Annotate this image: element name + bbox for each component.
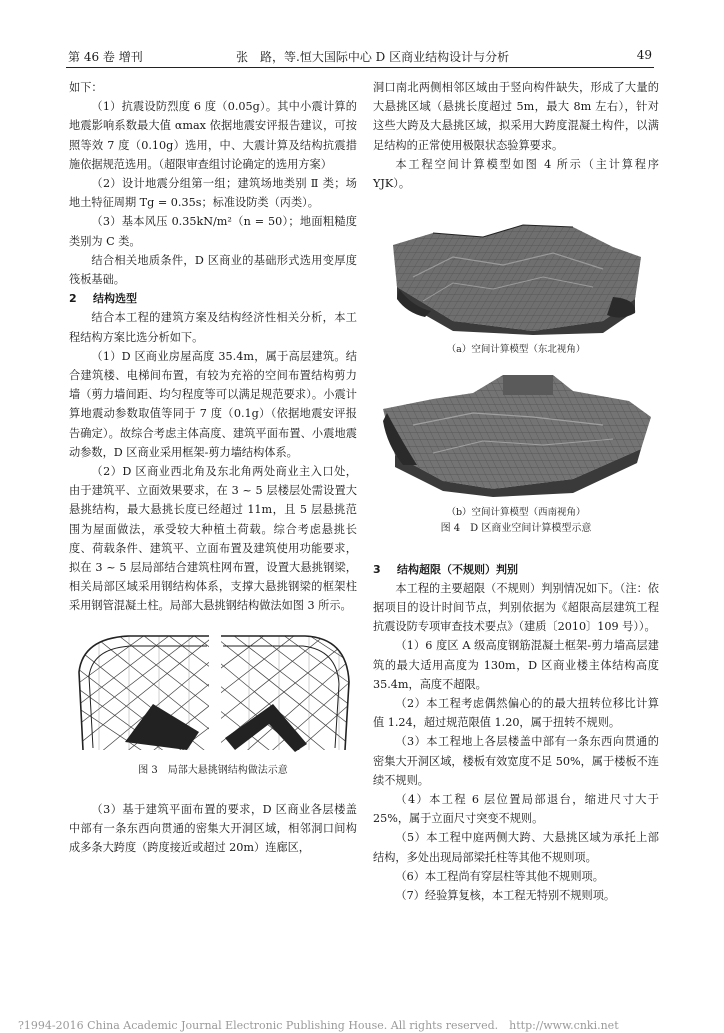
figure-4b-caption: （b）空间计算模型（西南视角） [446, 506, 586, 518]
model-northeast-view [373, 217, 659, 335]
figure-3 [69, 632, 357, 758]
paragraph: （1）抗震设防烈度 6 度（0.05g）。其中小震计算的地震影响系数最大值 αmax 依据地震安评报告建议，可按照等效 7 度（0.10g）选用，中、大震计算及结构抗震措施依据规范选用。（超限审查组讨论确定的选用方案） [69, 100, 357, 171]
page-number: 49 [636, 48, 652, 62]
paragraph: （6）本工程尚有穿层柱等其他不规则项。 [395, 869, 604, 883]
figure-3-caption: 图 3 局部大悬挑钢结构做法示意 [138, 764, 288, 776]
section-title: 结构选型 [93, 292, 137, 306]
article-running-title: 张 路，等.恒大国际中心 D 区商业结构设计与分析 [236, 50, 510, 64]
paragraph: （2）设计地震分组第一组；建筑场地类别 Ⅱ 类；场地土特征周期 Tg = 0.35s；标准设防类（丙类）。 [69, 177, 357, 210]
paragraph: （3）本工程地上各层楼盖中部有一条东西向贯通的密集大开洞区域，楼板有效宽度不足 50%，属于楼板不连续不规则。 [373, 735, 659, 787]
paragraph: （5）本工程中庭两侧大跨、大悬挑区域为承托上部结构，多处出现局部梁托柱等其他不规则项。 [373, 831, 659, 864]
paragraph: （7）经验算复核，本工程无特别不规则项。 [395, 889, 616, 903]
paragraph: （3）基本风压 0.35kN/m²（n = 50）；地面粗糙度类别为 C 类。 [69, 215, 357, 248]
header-rule [66, 67, 654, 68]
paragraph: 如下： [69, 81, 103, 94]
paragraph: 本工程的主要超限（不规则）判别情况如下。（注：依据项目的设计时间节点，判别依据为《超限高层建筑工程抗震设防专项审查技术要点》（建质〔2010〕109 号））。 [373, 581, 659, 634]
section-heading-3 [373, 560, 659, 579]
figure-4 [373, 217, 659, 535]
model-southwest-view [373, 369, 659, 497]
paragraph: （3）基于建筑平面布置的要求，D 区商业各层楼盖中部有一条东西向贯通的密集大开洞区域，相邻洞口间构成多条大跨度（跨度接近或超过 20m）连廊区， [69, 802, 357, 855]
paragraph: （2）本工程考虑偶然偏心的的最大扭转位移比计算值 1.24，超过规范限值 1.20，属于扭转不规则。 [373, 697, 659, 730]
copyright-footer: ?1994-2016 China Academic Journal Electronic Publishing House. All rights reserved. http://www.cnki.net [18, 1019, 619, 1032]
running-header [68, 48, 652, 64]
paragraph: 洞口南北两侧相邻区域由于竖向构件缺失，形成了大量的大悬挑区域（悬挑长度超过 5m，最大 8m 左右），针对这些大跨及大悬挑区域，拟采用大跨度混凝土构件，以满足结构的正常使用极限状态验算要求。 [373, 81, 659, 152]
left-column [69, 78, 357, 857]
paragraph: （2）D 区商业西北角及东北角两处商业主入口处，由于建筑平、立面效果要求，在 3 ~ 5 层楼层处需设置大悬挑结构，最大悬挑长度已经超过 11m，且 5 层悬挑范围为屋面做法，承受较大种植土荷载。综合考虑悬挑长度、荷载条件、建筑平、立面布置及建筑使用功能要求，拟在 3 ~ 5 层局部结合建筑柱网布置，设置大悬挑钢梁，相关局部区域采用钢结构体系，支撑大悬挑钢梁的框架柱采用钢管混凝土柱。局部大悬挑钢结构做法如图 3 所示。 [69, 465, 357, 613]
right-column [373, 78, 659, 905]
paragraph: （4）本工程 6 层位置局部退台，缩进尺寸大于 25%，属于立面尺寸突变不规则。 [373, 793, 659, 826]
paragraph: （1）6 度区 A 级高度钢筋混凝土框架-剪力墙高层建筑的最大适用高度为 130m，D 区商业楼主体结构高度 35.4m，高度不超限。 [373, 639, 659, 691]
paragraph: 结合本工程的建筑方案及结构经济性相关分析，本工程结构方案比选分析如下。 [69, 311, 357, 344]
figure-4-caption: 图 4 D 区商业空间计算模型示意 [440, 522, 592, 534]
cantilever-plan-drawing [69, 632, 357, 758]
section-number: 2 [69, 292, 77, 306]
paragraph: 结合相关地质条件，D 区商业的基础形式选用变厚度筏板基础。 [69, 253, 357, 287]
figure-4a-caption: （a）空间计算模型（东北视角） [446, 344, 586, 356]
section-heading-2 [69, 289, 357, 308]
paragraph: （1）D 区商业房屋高度 35.4m，属于高层建筑。结合建筑楼、电梯间布置，有较为充裕的空间布置结构剪力墙（剪力墙间距、均匀程度等可以满足规范要求）。小震计算地震动参数取值等同于 7 度（0.1g）（依据地震安评报告确定）。故综合考虑主体高度、建筑平面布置、小震地震动参数，D 区商业采用框架-剪力墙结构体系。 [69, 349, 357, 459]
paragraph: 本工程空间计算模型如图 4 所示（主计算程序 YJK）。 [373, 157, 659, 191]
section-number: 3 [373, 562, 381, 576]
journal-volume: 第 46 卷 增刊 [68, 50, 143, 64]
section-title: 结构超限（不规则）判别 [397, 562, 518, 576]
